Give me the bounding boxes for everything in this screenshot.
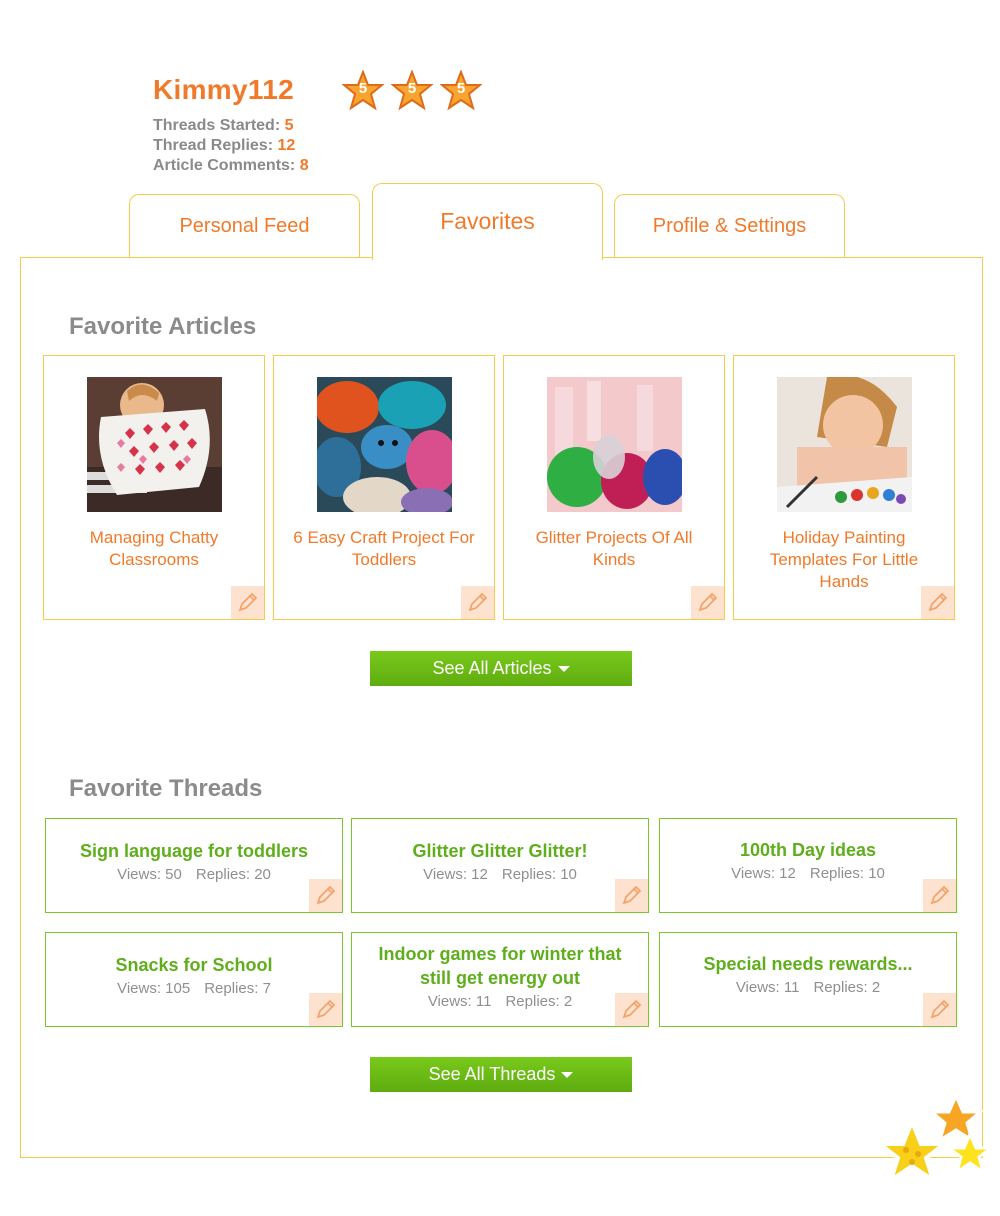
pencil-icon (928, 884, 951, 907)
pencil-icon (236, 591, 259, 614)
thread-title[interactable]: 100th Day ideas (739, 840, 877, 860)
thread-title[interactable]: Snacks for School (115, 955, 273, 975)
favorite-threads-heading: Favorite Threads (69, 775, 263, 802)
edit-button[interactable] (615, 993, 648, 1026)
thread-title[interactable]: Sign language for toddlers (79, 841, 308, 861)
pencil-icon (314, 884, 337, 907)
profile-header (153, 74, 294, 106)
thread-card[interactable] (659, 932, 957, 1027)
article-title[interactable]: Holiday Painting Templates For Little Hands (769, 528, 919, 591)
thread-meta: Views: 12 Replies: 10 (731, 865, 885, 882)
article-card[interactable] (273, 355, 495, 620)
pencil-icon (466, 591, 489, 614)
favorites-panel (20, 257, 983, 1158)
stat-article-comments: Article Comments: 8 (153, 157, 309, 174)
article-thumbnail (87, 377, 222, 512)
stat-thread-replies: Thread Replies: 12 (153, 137, 296, 154)
article-title[interactable]: Managing Chatty Classrooms (89, 528, 219, 569)
article-card[interactable] (43, 355, 265, 620)
see-all-articles-button[interactable]: See All Articles (370, 651, 632, 686)
star-badge-icon: 5 (391, 70, 433, 112)
badge-row (342, 70, 482, 112)
thread-card[interactable] (351, 818, 649, 913)
tab-favorites[interactable]: Favorites (372, 183, 603, 261)
favorite-articles-heading: Favorite Articles (69, 313, 257, 340)
pencil-icon (620, 884, 643, 907)
thread-meta: Views: 11 Replies: 2 (427, 993, 573, 1010)
pencil-icon (928, 998, 951, 1021)
thread-meta: Views: 12 Replies: 10 (423, 866, 577, 883)
article-thumbnail (777, 377, 912, 512)
thread-title[interactable]: Glitter Glitter Glitter! (412, 841, 588, 861)
stat-threads-started: Threads Started: 5 (153, 117, 294, 134)
see-all-threads-button[interactable]: See All Threads (370, 1057, 632, 1092)
edit-button[interactable] (461, 586, 494, 619)
article-card[interactable] (503, 355, 725, 620)
stars-decoration-icon (872, 1092, 1000, 1209)
star-badge-icon: 5 (342, 70, 384, 112)
article-title[interactable]: Glitter Projects Of All Kinds (535, 528, 693, 569)
thread-card[interactable] (659, 818, 957, 913)
article-thumbnail (317, 377, 452, 512)
edit-button[interactable] (921, 586, 954, 619)
edit-button[interactable] (309, 993, 342, 1026)
username: Kimmy112 (153, 74, 294, 105)
pencil-icon (696, 591, 719, 614)
thread-meta: Views: 50 Replies: 20 (117, 866, 271, 883)
edit-button[interactable] (923, 879, 956, 912)
article-card[interactable] (733, 355, 955, 620)
edit-button[interactable] (691, 586, 724, 619)
thread-title[interactable]: Special needs rewards... (703, 954, 913, 974)
edit-button[interactable] (923, 993, 956, 1026)
pencil-icon (314, 998, 337, 1021)
thread-meta: Views: 11 Replies: 2 (735, 979, 881, 996)
article-thumbnail (547, 377, 682, 512)
thread-card[interactable] (351, 932, 649, 1027)
pencil-icon (620, 998, 643, 1021)
article-title[interactable]: 6 Easy Craft Project For Toddlers (293, 528, 475, 569)
edit-button[interactable] (615, 879, 648, 912)
thread-card[interactable] (45, 818, 343, 913)
edit-button[interactable] (231, 586, 264, 619)
tab-personal-feed[interactable]: Personal Feed (129, 194, 360, 258)
caret-down-icon (558, 666, 570, 672)
profile-stats (153, 116, 309, 176)
caret-down-icon (561, 1072, 573, 1078)
pencil-icon (926, 591, 949, 614)
star-badge-icon: 5 (440, 70, 482, 112)
thread-title[interactable]: Indoor games for winter that still get energy out (378, 944, 622, 988)
edit-button[interactable] (309, 879, 342, 912)
thread-card[interactable] (45, 932, 343, 1027)
tab-profile-settings[interactable]: Profile & Settings (614, 194, 845, 258)
thread-meta: Views: 105 Replies: 7 (117, 980, 271, 997)
